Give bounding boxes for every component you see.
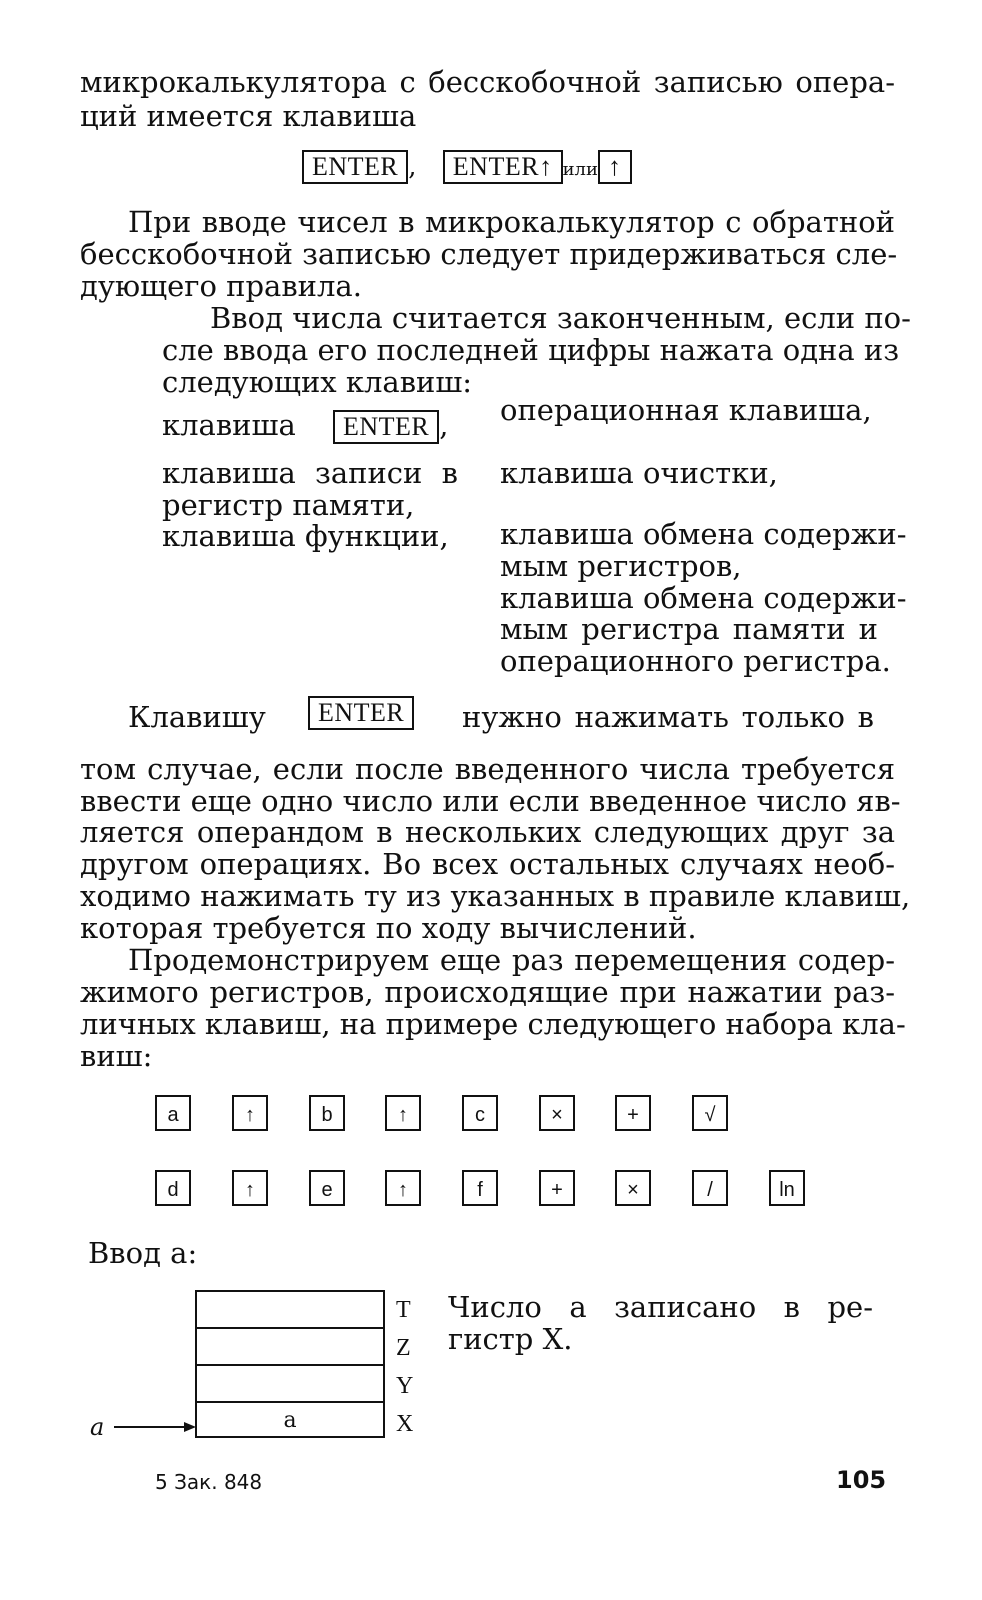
- step-note: гистр X.: [448, 1322, 573, 1356]
- list-item: клавиша очистки,: [500, 456, 778, 490]
- up-arrow-key: ↑: [385, 1095, 421, 1131]
- list-item: клавиша функции,: [162, 519, 449, 553]
- register-stack: [195, 1290, 385, 1438]
- list-item: мым регистра памяти и: [500, 612, 878, 646]
- register-t: [195, 1290, 385, 1327]
- step-note: Число a записано в ре-: [448, 1290, 873, 1324]
- ln-key: ln: [769, 1170, 805, 1206]
- key-e: e: [309, 1170, 345, 1206]
- rule-line: сле ввода его последней цифры нажата одна из: [162, 333, 900, 367]
- text-line: личных клавиш, на примере следующего набора кла-: [80, 1007, 906, 1041]
- register-x: a: [195, 1401, 385, 1438]
- divide-key: /: [692, 1170, 728, 1206]
- list-item: клавиша ENTER ,: [162, 408, 449, 442]
- plus-key: +: [539, 1170, 575, 1206]
- list-item: клавиша записи в: [162, 456, 458, 490]
- list-item: операционного регистра.: [500, 644, 891, 678]
- key-d: d: [155, 1170, 191, 1206]
- multiply-key: ×: [539, 1095, 575, 1131]
- text-line: микрокалькулятора с бесскобочной записью опера-: [80, 65, 895, 99]
- register-label: Y: [396, 1373, 414, 1399]
- enter-key: ENTER: [302, 150, 408, 184]
- text-line: которая требуется по ходу вычислений.: [80, 911, 697, 945]
- up-arrow-key: ↑: [232, 1095, 268, 1131]
- key-c: c: [462, 1095, 498, 1131]
- sqrt-key: √: [692, 1095, 728, 1131]
- enter-up-key: ENTER↑: [443, 150, 563, 184]
- enter-key: ENTER: [333, 410, 439, 444]
- text-line: нужно нажимать только в: [462, 700, 874, 734]
- key-b: b: [309, 1095, 345, 1131]
- input-label: a: [90, 1413, 105, 1441]
- register-z: [195, 1327, 385, 1364]
- text-line: ляется операндом в нескольких следующих друг за: [80, 815, 895, 849]
- list-item: операционная клавиша,: [500, 393, 872, 427]
- text-line: виш:: [80, 1039, 153, 1073]
- list-item: клавиша обмена содержи-: [500, 581, 907, 615]
- text-line: дующего правила.: [80, 269, 362, 303]
- up-arrow-icon: ↑: [539, 152, 553, 181]
- register-label: Z: [396, 1335, 411, 1361]
- text-line: Клавишу: [128, 700, 266, 734]
- text-line: При вводе чисел в микрокалькулятор с обратной: [128, 205, 895, 239]
- up-arrow-key: ↑: [232, 1170, 268, 1206]
- enter-key-variants: ENTER , ENTER↑ или ↑: [302, 150, 632, 184]
- rule-line: следующих клавиш:: [162, 365, 473, 399]
- text-line: бесскобочной записью следует придерживаться сле-: [80, 237, 898, 271]
- register-y: [195, 1364, 385, 1401]
- key-f: f: [462, 1170, 498, 1206]
- enter-key: ENTER: [308, 696, 414, 730]
- up-arrow-key: ↑: [598, 150, 632, 184]
- list-item: регистр памяти,: [162, 488, 415, 522]
- text-line: ходимо нажимать ту из указанных в правиле клавиш,: [80, 879, 911, 913]
- key-a: a: [155, 1095, 191, 1131]
- list-item: мым регистров,: [500, 549, 742, 583]
- register-label: X: [396, 1411, 414, 1437]
- page-number: 105: [836, 1466, 887, 1494]
- text-line: ций имеется клавиша: [80, 99, 417, 133]
- rule-line: Ввод числа считается законченным, если по-: [210, 301, 911, 335]
- text-line: Продемонстрируем еще раз перемещения содер-: [128, 943, 895, 977]
- arrow-right-icon: [112, 1420, 198, 1434]
- step-label: Ввод a:: [88, 1236, 198, 1270]
- text-line: другом операциях. Во всех остальных случаях необ-: [80, 847, 895, 881]
- printer-signature: 5 Зак. 848: [155, 1470, 263, 1494]
- up-arrow-key: ↑: [385, 1170, 421, 1206]
- text-line: том случае, если после введенного числа требуется: [80, 752, 895, 786]
- text-line: жимого регистров, происходящие при нажатии раз-: [80, 975, 895, 1009]
- plus-key: +: [615, 1095, 651, 1131]
- list-item: клавиша обмена содержи-: [500, 517, 907, 551]
- multiply-key: ×: [615, 1170, 651, 1206]
- register-label: T: [396, 1297, 411, 1323]
- text-line: ввести еще одно число или если введенное число яв-: [80, 784, 901, 818]
